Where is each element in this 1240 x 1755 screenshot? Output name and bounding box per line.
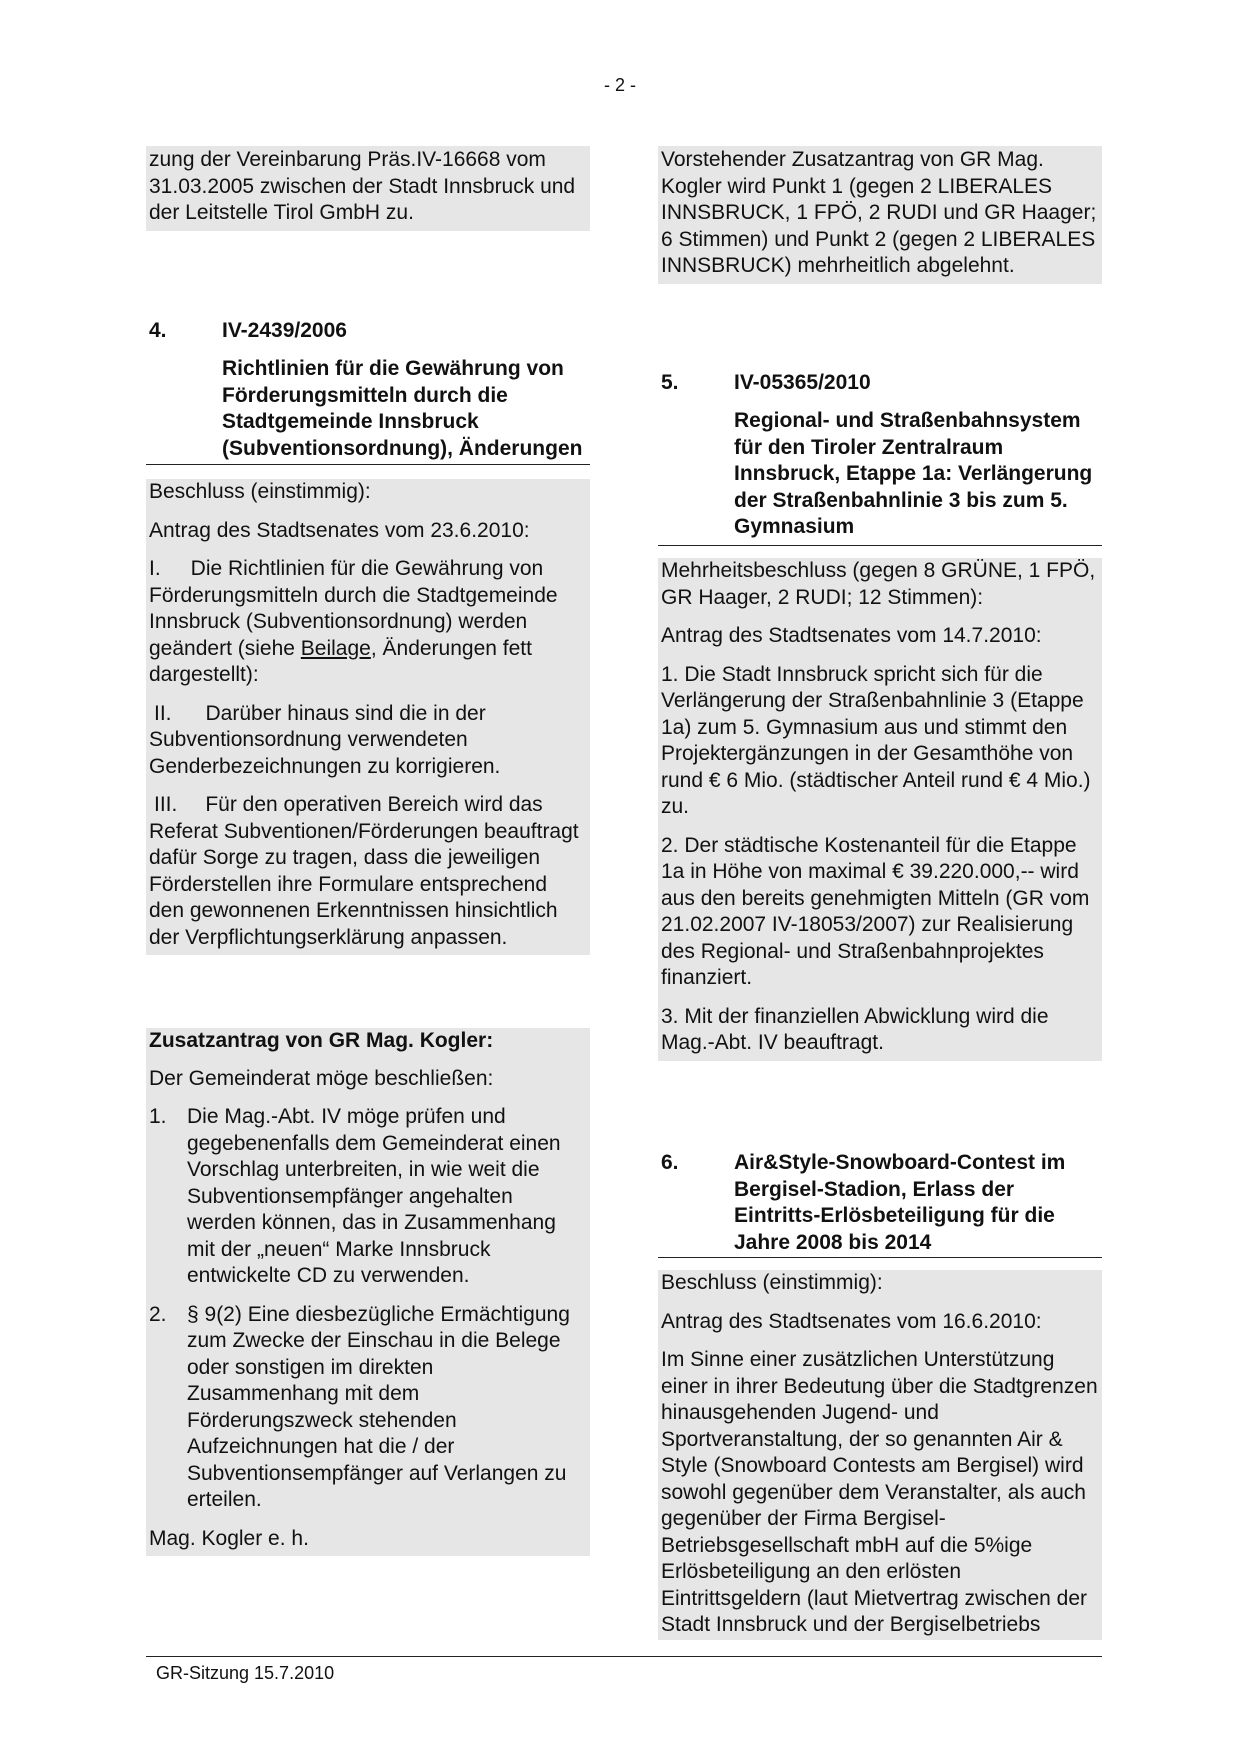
item-4-title: Richtlinien für die Gewährung von Förderungsmitteln durch die Stadtgemeinde Innsbruck (Subventionsordnung), Änderungen bbox=[222, 357, 583, 460]
continuation-box bbox=[146, 146, 590, 231]
zusatzantrag-signature: Mag. Kogler e. h. bbox=[149, 1526, 309, 1550]
zusatzantrag-result-box bbox=[658, 146, 1102, 284]
item-4-point-3-text: Für den operativen Bereich wird das Referat Subventionen/Förderungen beauftragt dafür Sorge zu tragen, dass die jeweiligen Förderstellen ihre Formulare entsprechend den gewonnenen Erkenntnissen hinsichtlich der Verpflichtungserklärung anpassen. bbox=[149, 793, 579, 949]
item-4-rule bbox=[146, 464, 590, 465]
zusatzantrag-item-number: 1. bbox=[149, 1105, 167, 1128]
item-4-point-3-number: III. bbox=[154, 793, 178, 816]
zusatzantrag-item-number: 2. bbox=[149, 1302, 167, 1326]
item-4-body bbox=[146, 479, 590, 955]
item-5-reference: IV-05365/2010 bbox=[734, 371, 871, 394]
zusatzantrag-item-text: § 9(2) Eine diesbezügliche Ermächtigung zum Zwecke der Einschau in die Belege oder sonstigen im direkten Zusammenhang mit dem Förderungszweck stehenden Aufzeichnungen hat die / der Subventionsempfänger auf Verlangen zu erteilen. bbox=[187, 1302, 570, 1511]
beilage-link[interactable]: Beilage bbox=[300, 636, 371, 660]
item-5-number: 5. bbox=[661, 371, 679, 394]
item-6-number: 6. bbox=[661, 1151, 679, 1174]
item-6-motion: Antrag des Stadtsenates vom 16.6.2010: bbox=[661, 1309, 1042, 1333]
item-5-motion: Antrag des Stadtsenates vom 14.7.2010: bbox=[661, 624, 1042, 647]
item-5-point-3: 3. Mit der finanziellen Abwicklung wird die Mag.-Abt. IV beauftragt. bbox=[661, 1004, 1049, 1054]
item-6-resolution: Beschluss (einstimmig): bbox=[661, 1271, 883, 1294]
item-5-body bbox=[658, 558, 1102, 1061]
item-4-point-1-number: I. bbox=[149, 557, 161, 580]
item-4-point-1-tail: , Änderungen fett dargestellt): bbox=[149, 636, 532, 686]
item-5-resolution: Mehrheitsbeschluss (gegen 8 GRÜNE, 1 FPÖ, GR Haager, 2 RUDI; 12 Stimmen): bbox=[661, 559, 1096, 609]
item-4-resolution: Beschluss (einstimmig): bbox=[149, 480, 371, 503]
item-5-point-2: 2. Der städtische Kostenanteil für die Etappe 1a in Höhe von maximal € 39.220.000,-- wird aus den bereits genehmigten Mitteln (GR vom 21.02.2007 IV-18053/2007) zur Realisierung des Regional- und Straßenbahnprojektes finanziert. bbox=[661, 833, 1090, 989]
item-5-title: Regional- und Straßenbahnsystem für den Tiroler Zentralraum Innsbruck, Etappe 1a: Verlängerung der Straßenbahnlinie 3 bis zum 5. Gymnasium bbox=[734, 409, 1093, 538]
item-6-rule bbox=[658, 1257, 1102, 1258]
zusatzantrag-heading: Zusatzantrag von GR Mag. Kogler: bbox=[149, 1029, 494, 1052]
zusatzantrag-item bbox=[149, 1104, 587, 1290]
item-4-motion: Antrag des Stadtsenates vom 23.6.2010: bbox=[149, 518, 530, 542]
item-4-point-2 bbox=[149, 701, 587, 781]
item-4-reference: IV-2439/2006 bbox=[222, 319, 347, 342]
item-4-point-1-text: Die Richtlinien für die Gewährung von Förderungsmitteln durch die Stadtgemeinde Innsbruck (Subventionsordnung) werden geändert (siehe bbox=[149, 557, 558, 660]
item-4-point-3 bbox=[149, 792, 587, 951]
zusatzantrag-item bbox=[149, 1302, 587, 1514]
item-5-rule bbox=[658, 545, 1102, 546]
zusatzantrag-item-text: Die Mag.-Abt. IV möge prüfen und gegebenenfalls dem Gemeinderat einen Vorschlag unterbreiten, in wie weit die Subventionsempfänger angehalten werden können, das in Zusammenhang mit der „neuen“ Marke Innsbruck entwickelte CD zu verwenden. bbox=[187, 1105, 561, 1287]
item-4-point-2-number: II. bbox=[154, 701, 172, 725]
footer-text: GR-Sitzung 15.7.2010 bbox=[156, 1663, 335, 1683]
page-number: - 2 - bbox=[603, 75, 636, 95]
item-4-point-2-text: Darüber hinaus sind die in der Subventionsordnung verwendeten Genderbezeichnungen zu korrigieren. bbox=[149, 701, 501, 778]
item-5-point-1: 1. Die Stadt Innsbruck spricht sich für die Verlängerung der Straßenbahnlinie 3 (Etappe 1a) zum 5. Gymnasium aus und stimmt den Projektergänzungen in der Gesamthöhe von rund € 6 Mio. (städtischer Anteil rund € 4 Mio.) zu. bbox=[661, 662, 1091, 818]
item-6-paragraph: Im Sinne einer zusätzlichen Unterstützung einer in ihrer Bedeutung über die Stadtgrenzen hinausgehenden Jugend- und Sportveranstaltung, der so genannten Air & Style (Snowboard Contests am Bergisel) wird sowohl gegenüber dem Veranstalter, als auch gegenüber der Firma Bergisel-Betriebsgesellschaft mbH auf die 5%ige Erlösbeteiligung an den erlösten Eintrittsgeldern (laut Mietvertrag zwischen der Stadt Innsbruck und der Bergiselbetriebs bbox=[661, 1348, 1098, 1636]
item-4-point-1 bbox=[149, 556, 587, 689]
zusatzantrag-intro: Der Gemeinderat möge beschließen: bbox=[149, 1066, 494, 1090]
footer-rule bbox=[146, 1656, 1102, 1657]
continuation-text: zung der Vereinbarung Präs.IV-16668 vom 31.03.2005 zwischen der Stadt Innsbruck und der Leitstelle Tirol GmbH zu. bbox=[149, 148, 576, 224]
zusatzantrag-result-text: Vorstehender Zusatzantrag von GR Mag. Kogler wird Punkt 1 (gegen 2 LIBERALES INNSBRUCK, 1 FPÖ, 2 RUDI und GR Haager; 6 Stimmen) und Punkt 2 (gegen 2 LIBERALES INNSBRUCK) mehrheitlich abgelehnt. bbox=[661, 148, 1097, 277]
item-6-title: Air&Style-Snowboard-Contest im Bergisel-Stadion, Erlass der Eintritts-Erlösbeteiligung für die Jahre 2008 bis 2014 bbox=[734, 1151, 1066, 1254]
zusatzantrag-box bbox=[146, 1028, 590, 1556]
item-4-number: 4. bbox=[149, 319, 167, 342]
item-6-body bbox=[658, 1270, 1102, 1640]
